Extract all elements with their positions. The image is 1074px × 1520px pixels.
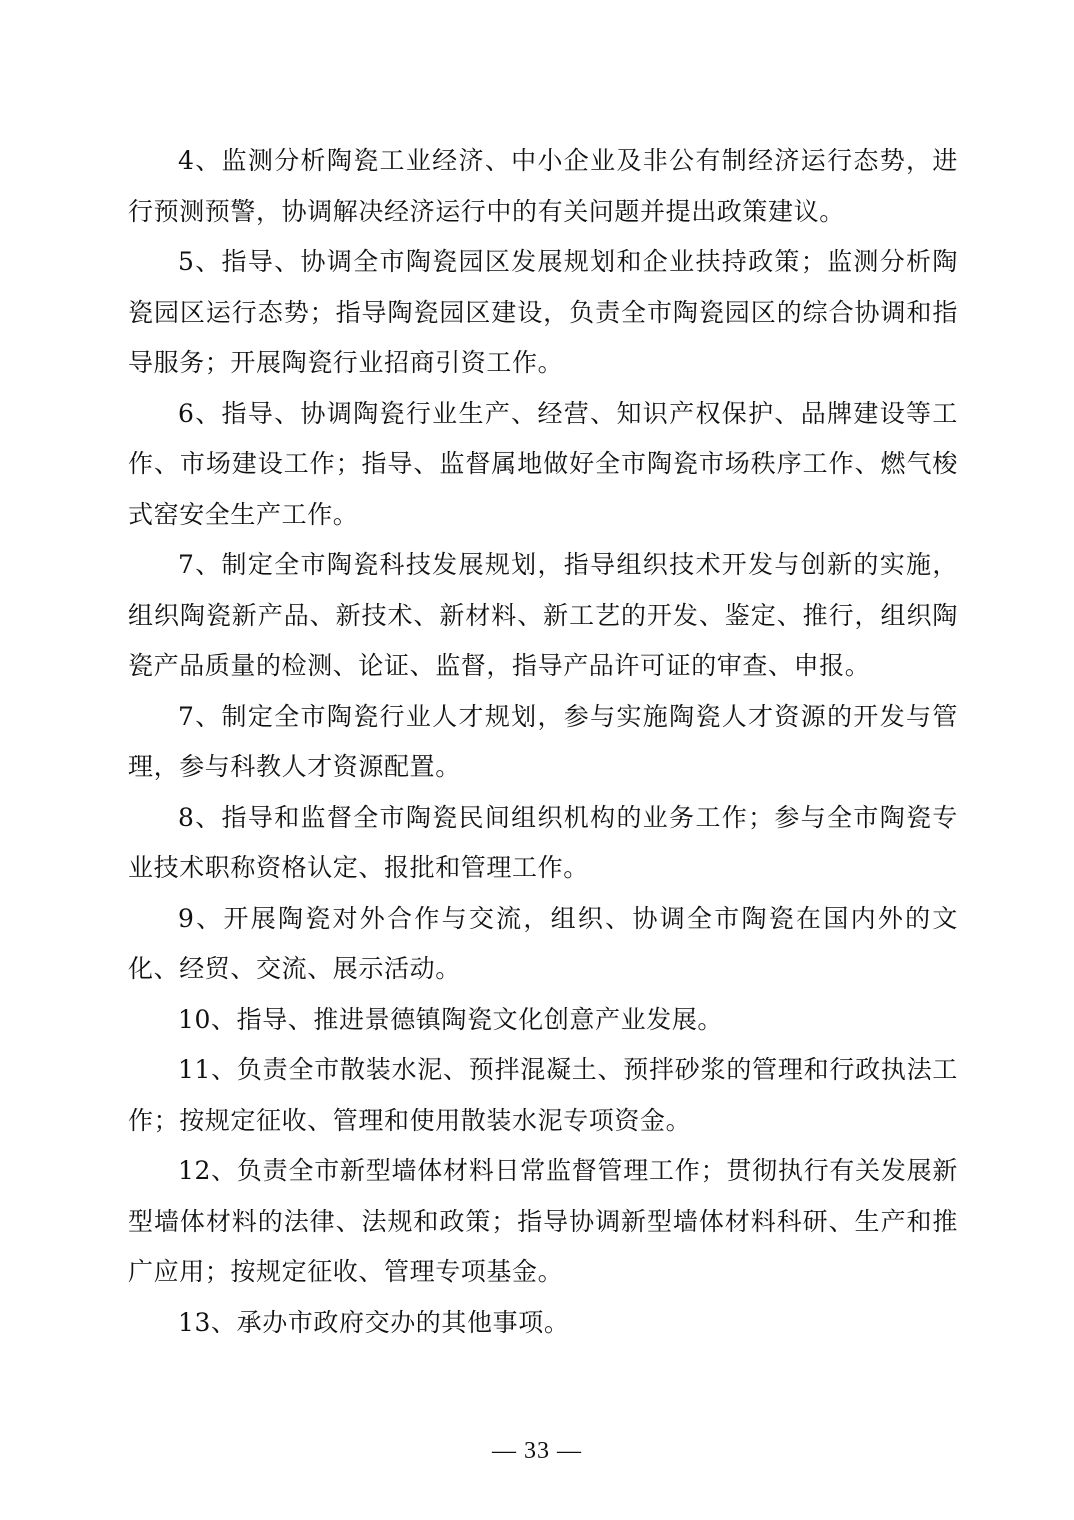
paragraph-item-6: 6、指导、协调陶瓷行业生产、经营、知识产权保护、品牌建设等工作、市场建设工作；指导、监督属地做好全市陶瓷市场秩序工作、燃气梭式窑安全生产工作。 (128, 398, 958, 529)
paragraph-item-7a: 7、制定全市陶瓷科技发展规划，指导组织技术开发与创新的实施，组织陶瓷新产品、新技术、新材料、新工艺的开发、鉴定、推行，组织陶瓷产品质量的检测、论证、监督，指导产品许可证的审查、申报。 (128, 550, 958, 680)
paragraph-item-5: 5、指导、协调全市陶瓷园区发展规划和企业扶持政策；监测分析陶瓷园区运行态势；指导陶瓷园区建设，负责全市陶瓷园区的综合协调和指导服务；开展陶瓷行业招商引资工作。 (128, 247, 958, 377)
paragraph-item-11: 11、负责全市散装水泥、预拌混凝土、预拌砂浆的管理和行政执法工作；按规定征收、管理和使用散装水泥专项资金。 (128, 1055, 958, 1135)
document-body (128, 136, 958, 1348)
paragraph-item-13: 13、承办市政府交办的其他事项。 (178, 1307, 570, 1337)
page-number: — 33 — (492, 1438, 582, 1464)
paragraph-item-7b: 7、制定全市陶瓷行业人才规划，参与实施陶瓷人才资源的开发与管理，参与科教人才资源配置。 (128, 701, 958, 781)
paragraph-item-4: 4、监测分析陶瓷工业经济、中小企业及非公有制经济运行态势，进行预测预警，协调解决经济运行中的有关问题并提出政策建议。 (128, 146, 958, 226)
paragraph-item-12: 12、负责全市新型墙体材料日常监督管理工作；贯彻执行有关发展新型墙体材料的法律、法规和政策；指导协调新型墙体材料科研、生产和推广应用；按规定征收、管理专项基金。 (128, 1156, 958, 1286)
paragraph-item-9: 9、开展陶瓷对外合作与交流，组织、协调全市陶瓷在国内外的文化、经贸、交流、展示活动。 (128, 903, 958, 983)
paragraph-item-10: 10、指导、推进景德镇陶瓷文化创意产业发展。 (178, 1004, 724, 1034)
paragraph-item-8: 8、指导和监督全市陶瓷民间组织机构的业务工作；参与全市陶瓷专业技术职称资格认定、报批和管理工作。 (128, 802, 958, 882)
